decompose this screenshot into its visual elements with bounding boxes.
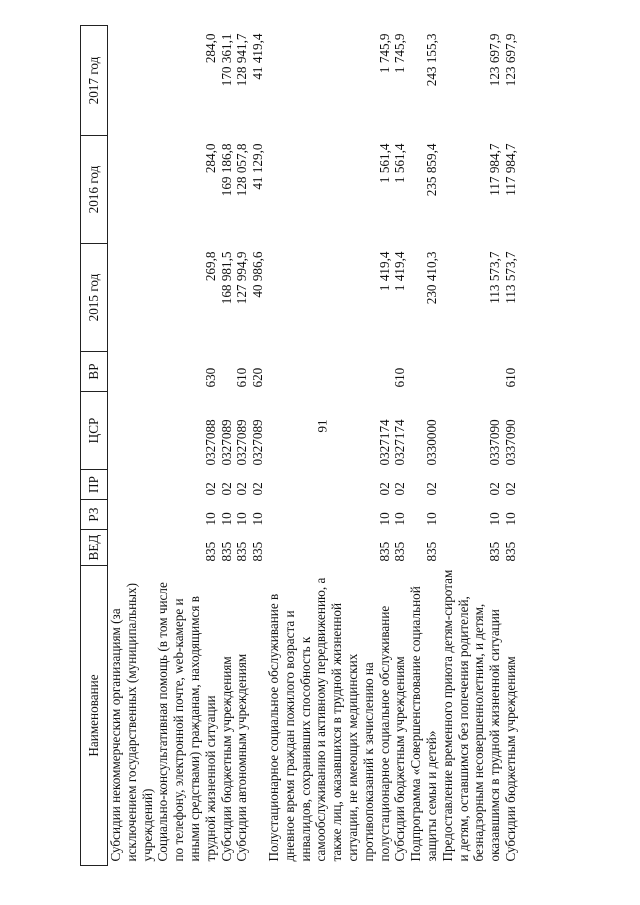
header-csr: ЦСР [81, 392, 108, 470]
cell-name: Субсидии бюджетным учреждениям [218, 656, 234, 862]
cell-2016: 235 859,4 [423, 143, 439, 197]
header-2016: 2016 год [81, 136, 108, 244]
cell-2015: 113 573,7 [487, 251, 503, 304]
cell-vr [266, 352, 392, 392]
header-2015: 2015 год [81, 244, 108, 352]
cell-rz: 10 [502, 512, 518, 526]
cell-vr: 610 [502, 367, 518, 388]
cell-2015: 168 981,5 [218, 251, 234, 305]
cell-rz: 10 [376, 512, 392, 526]
cell-csr: 0327088 [202, 419, 218, 466]
cell-pr: 02 [234, 482, 250, 496]
cell-2016: 41 129,0 [250, 143, 266, 190]
header-ved: ВЕД [81, 530, 108, 566]
cell-2015: 113 573,7 [502, 251, 518, 304]
cell-vr [219, 352, 235, 392]
cell-csr: 0327174 [376, 419, 392, 466]
cell-vr [440, 352, 503, 392]
cell-2015: 230 410,3 [423, 251, 439, 305]
cell-ved: 835 [250, 541, 266, 562]
cell-csr [108, 392, 156, 470]
cell-csr: 0337090 [502, 419, 518, 466]
cell-2017 [108, 26, 156, 136]
cell-ved: 835 [423, 541, 439, 562]
cell-csr: 0327089 [218, 419, 234, 466]
cell-2016: 117 984,7 [502, 143, 518, 196]
cell-pr [108, 470, 156, 500]
table-row [234, 26, 250, 866]
cell-2017: 1 745,9 [376, 33, 392, 74]
cell-rz: 10 [218, 512, 234, 526]
rotated-table-page [80, 26, 580, 866]
table-header [81, 26, 108, 866]
cell-2016: 1 561,4 [376, 143, 392, 184]
table-row [155, 26, 218, 866]
table-row [503, 26, 519, 866]
cell-csr: 0330000 [423, 419, 439, 466]
cell-rz: 10 [487, 512, 503, 526]
cell-name: Субсидии некоммерческим организациям (за исключением государственных (муниципальных) учреждений) [108, 582, 155, 862]
cell-name: Предоставление временного приюта детям-сиротам и детям, оставшимся без попечения родителей, безнадзорным несовершеннолетним, и детям, оказавшимся в трудной жизненной ситуации [439, 569, 503, 862]
cell-2016: 1 561,4 [392, 143, 408, 184]
table-row [250, 26, 266, 866]
header-vr: ВР [81, 352, 108, 392]
cell-rz: 10 [234, 512, 250, 526]
header-2017: 2017 год [81, 26, 108, 136]
cell-2015 [108, 244, 156, 352]
cell-rz: 10 [423, 512, 439, 526]
header-pr: ПР [81, 470, 108, 500]
page-number: 91 [314, 419, 330, 433]
cell-ved: 835 [502, 541, 518, 562]
table-row [219, 26, 235, 866]
cell-ved: 835 [487, 541, 503, 562]
cell-vr: 610 [234, 367, 250, 388]
cell-pr: 02 [487, 482, 503, 496]
cell-rz: 10 [392, 512, 408, 526]
cell-2017: 1 745,9 [392, 33, 408, 74]
cell-pr: 02 [392, 482, 408, 496]
table-row [108, 26, 156, 866]
cell-ved: 835 [218, 541, 234, 562]
cell-name: Субсидии бюджетным учреждениям [392, 656, 408, 862]
cell-pr: 02 [376, 482, 392, 496]
cell-vr: 610 [392, 367, 408, 388]
cell-2015: 269,8 [202, 251, 218, 282]
cell-name: Полустационарное социальное обслуживание в дневное время граждан пожилого возраста и инвалидов, сохранивших способность к самообслуживанию и активному передвижению, а также лиц, оказавшихся в трудной жизненной ситуации, не имеющих медицинских противопоказаний к зачислению на полустационарное социальное обслуживание [265, 577, 392, 862]
cell-pr: 02 [502, 482, 518, 496]
budget-table [80, 25, 519, 866]
cell-vr: 630 [202, 367, 218, 388]
cell-2017: 284,0 [202, 33, 218, 64]
cell-ved: 835 [376, 541, 392, 562]
table-body [108, 26, 519, 866]
cell-2016: 128 057,8 [234, 143, 250, 197]
cell-name: Субсидии бюджетным учреждениям [502, 656, 518, 862]
cell-rz: 10 [250, 512, 266, 526]
table-row [392, 26, 408, 866]
cell-rz: 10 [202, 512, 218, 526]
cell-2017: 123 697,9 [502, 33, 518, 87]
cell-pr: 02 [202, 482, 218, 496]
table-row [440, 26, 503, 866]
cell-2016: 117 984,7 [487, 143, 503, 196]
cell-2015: 127 994,9 [234, 251, 250, 305]
header-name: Наименование [81, 566, 108, 866]
cell-2017: 128 941,7 [234, 33, 250, 87]
cell-ved: 835 [392, 541, 408, 562]
cell-ved: 835 [202, 541, 218, 562]
cell-ved: 835 [234, 541, 250, 562]
cell-2017: 243 155,3 [423, 33, 439, 87]
cell-name: Социально-консультативная помощь (в том числе по телефону, электронной почте, web-камере и иными средствами) гражданам, находящимся в трудной жизненной ситуации [155, 582, 218, 862]
cell-2017: 41 419,4 [250, 33, 266, 80]
cell-csr: 0327174 [392, 419, 408, 466]
cell-2016: 169 186,8 [218, 143, 234, 197]
cell-2016: 284,0 [202, 143, 218, 174]
cell-pr: 02 [250, 482, 266, 496]
cell-2017: 123 697,9 [487, 33, 503, 87]
cell-csr: 0337090 [487, 419, 503, 466]
cell-2015: 40 986,6 [250, 251, 266, 298]
cell-csr: 0327089 [234, 419, 250, 466]
cell-csr: 0327089 [250, 419, 266, 466]
cell-vr: 620 [250, 367, 266, 388]
cell-2015: 1 419,4 [392, 251, 408, 292]
cell-name: Подпрограмма «Совершенствование социальной защиты семьи и детей» [408, 586, 439, 862]
cell-pr: 02 [218, 482, 234, 496]
cell-2015: 1 419,4 [376, 251, 392, 292]
cell-name [250, 566, 266, 866]
cell-vr [108, 352, 156, 392]
cell-2017: 170 361,1 [218, 33, 234, 87]
cell-2016 [108, 136, 156, 244]
table-row [266, 26, 392, 866]
cell-rz [108, 500, 156, 530]
header-rz: РЗ [81, 500, 108, 530]
cell-pr: 02 [423, 482, 439, 496]
table-row [408, 26, 440, 866]
cell-ved [108, 530, 156, 566]
cell-name: Субсидии автономным учреждениям [234, 653, 250, 862]
cell-vr [408, 352, 440, 392]
